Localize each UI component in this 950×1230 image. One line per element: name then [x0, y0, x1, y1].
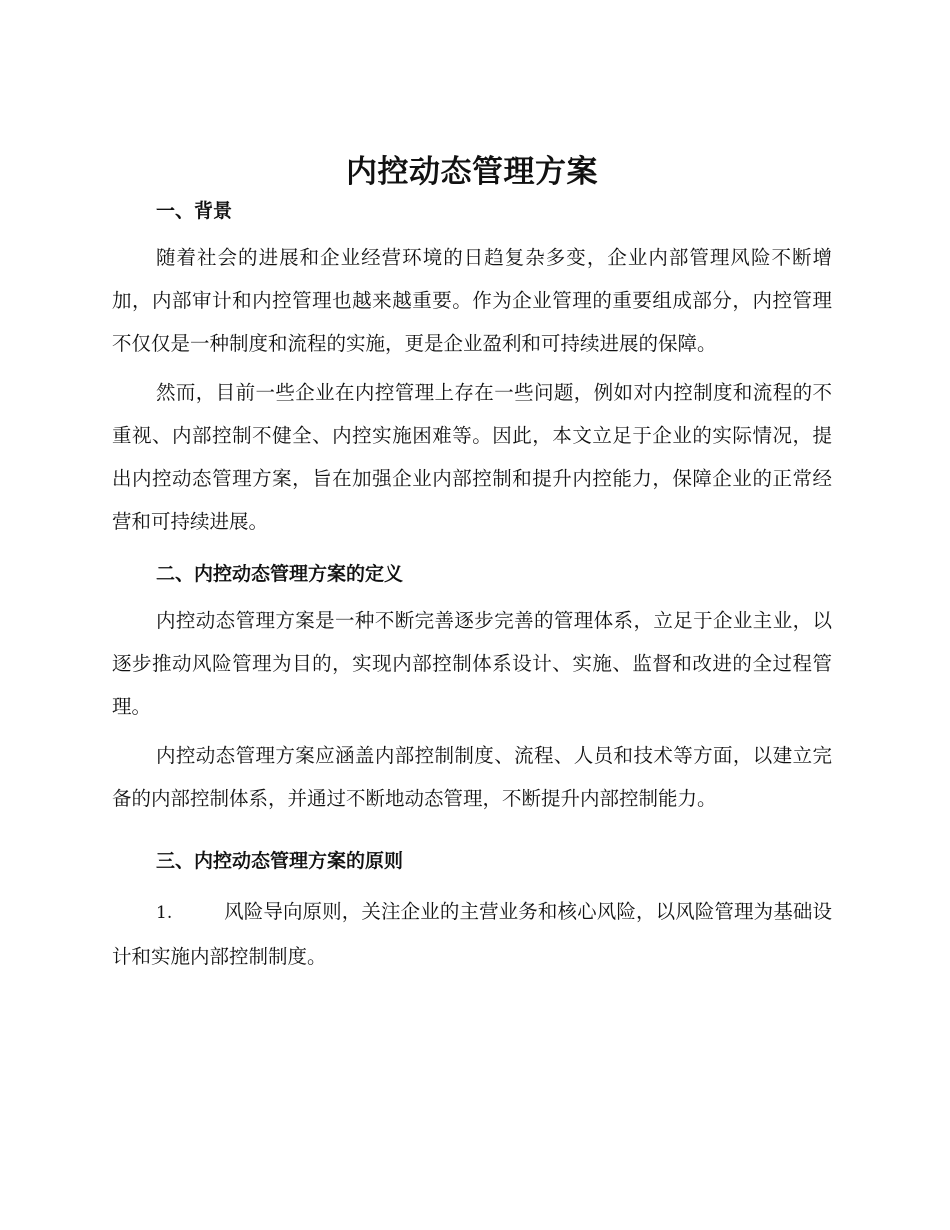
section-principles [112, 848, 832, 978]
section-heading: 一、背景 [156, 200, 233, 222]
section-background [112, 198, 832, 543]
paragraph: 然而，目前一些企业在内控管理上存在一些问题，例如对内控制度和流程的不重视、内部控制不健全、内控实施困难等。因此，本文立足于企业的实际情况，提出内控动态管理方案，旨在加强企业内部控制和提升内控能力，保障企业的正常经营和可持续进展。 [112, 381, 832, 533]
document-title: 内控动态管理方案 [346, 154, 598, 190]
list-item-text: 风险导向原则，关注企业的主营业务和核心风险，以风险管理为基础设计和实施内部控制制度。 [112, 900, 832, 968]
section-definition [112, 561, 832, 820]
paragraph: 内控动态管理方案是一种不断完善逐步完善的管理体系，立足于企业主业，以逐步推动风险管理为目的，实现内部控制体系设计、实施、监督和改进的全过程管理。 [112, 609, 832, 718]
section-heading: 三、内控动态管理方案的原则 [156, 850, 404, 872]
paragraph: 随着社会的进展和企业经营环境的日趋复杂多变，企业内部管理风险不断增加，内部审计和内控管理也越来越重要。作为企业管理的重要组成部分，内控管理不仅仅是一种制度和流程的实施，更是企业盈利和可持续进展的保障。 [112, 246, 832, 355]
document-page [112, 150, 832, 978]
section-heading: 二、内控动态管理方案的定义 [156, 563, 404, 585]
paragraph: 内控动态管理方案应涵盖内部控制制度、流程、人员和技术等方面，以建立完备的内部控制体系，并通过不断地动态管理，不断提升内部控制能力。 [112, 744, 832, 810]
list-item [112, 890, 832, 978]
list-item-number: 1. [156, 903, 173, 923]
